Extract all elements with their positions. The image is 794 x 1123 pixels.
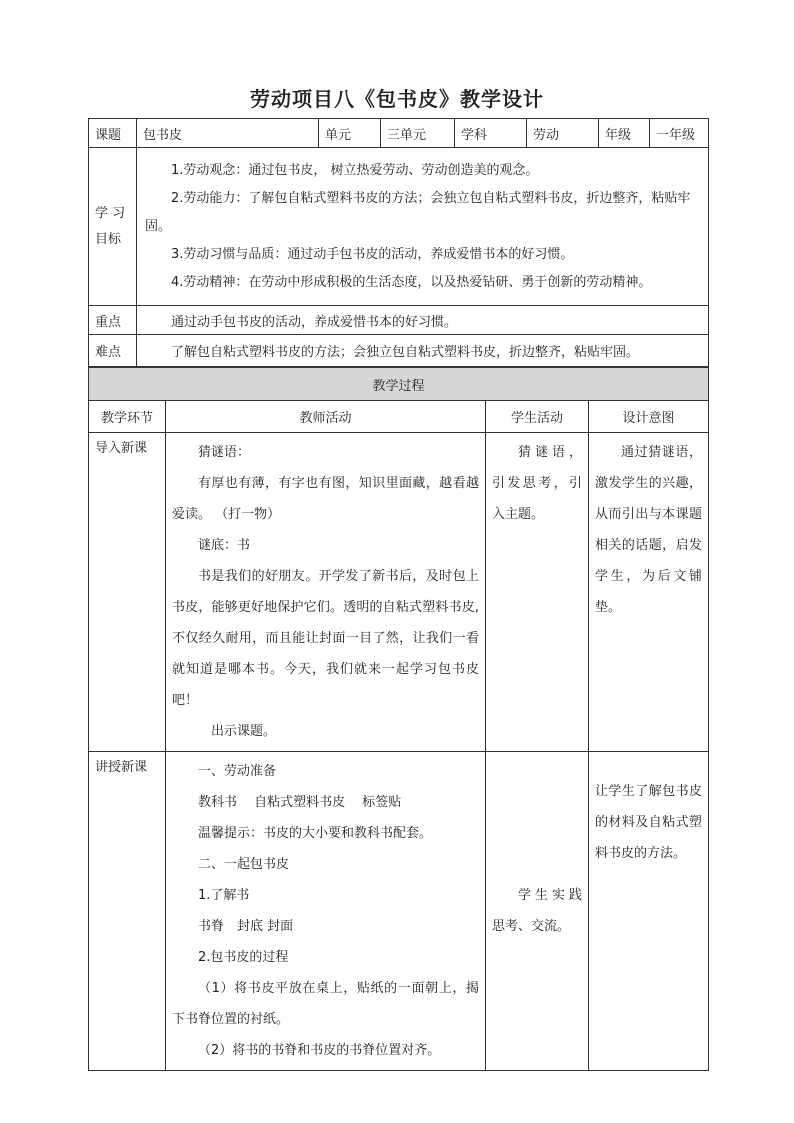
goal-item: 1.劳动观念：通过包书皮， 树立热爱劳动、劳动创造美的观念。 xyxy=(171,162,539,178)
goal-item: 4.劳动精神：在劳动中形成积极的生活态度，以及热爱钻研、勇于创新的劳动精神。 xyxy=(171,274,652,290)
student-text: 学生实践思考、交流。 xyxy=(492,888,582,934)
unit-label: 单元 xyxy=(319,119,381,148)
design-intent xyxy=(589,752,709,1071)
process-row-intro xyxy=(89,433,709,752)
teacher-line: 教科书 自粘式塑料书皮 标签贴 xyxy=(198,795,402,810)
goals-row xyxy=(89,148,709,306)
stage-cell: 讲授新课 xyxy=(89,752,166,1071)
column-header: 学生活动 xyxy=(486,401,589,433)
column-header: 教学环节 xyxy=(89,401,166,433)
column-header: 教师活动 xyxy=(166,401,486,433)
student-activity xyxy=(486,433,589,752)
goal-item: 2.劳动能力：了解包自粘式塑料书皮的方法；会独立包自粘式塑料书皮，折边整齐，粘贴牢固。 xyxy=(145,190,691,234)
goals-label xyxy=(89,148,137,306)
goals-label-line2: 目标 xyxy=(95,231,122,247)
student-activity xyxy=(486,752,589,1071)
teacher-line: 出示课题。 xyxy=(211,724,277,739)
teacher-line: 猜谜语： xyxy=(198,445,251,460)
grade-label: 年级 xyxy=(599,119,650,148)
teacher-line: （1）将书皮平放在桌上，贴纸的一面朝上，揭下书脊位置的衬纸。 xyxy=(172,981,479,1027)
topic-label: 课题 xyxy=(89,119,137,148)
difficulty-row xyxy=(89,335,709,367)
info-row xyxy=(89,119,709,148)
stage-cell: 导入新课 xyxy=(89,433,166,752)
goal-item: 3.劳动习惯与品质：通过动手包书皮的活动，养成爱惜书本的好习惯。 xyxy=(171,246,574,262)
process-row-new xyxy=(89,752,709,1071)
key-row xyxy=(89,306,709,335)
teacher-line: 一、劳动准备 xyxy=(198,764,277,779)
teacher-line: 2.包书皮的过程 xyxy=(198,950,289,965)
document-title: 劳动项目八《包书皮》教学设计 xyxy=(250,87,544,111)
grade-value: 一年级 xyxy=(650,119,709,148)
process-heading-row xyxy=(89,368,709,401)
process-header-row xyxy=(89,401,709,433)
teacher-line: 书是我们的好朋友。开学发了新书后，及时包上书皮，能够更好地保护它们。透明的自粘式塑料书皮,不仅经久耐用，而且能让封面一目了然，让我们一看就知道是哪本书。今天，我们就来一起学习包书皮吧！ xyxy=(172,569,479,708)
goals-label-line1: 学 习 xyxy=(95,205,126,221)
process-heading: 教学过程 xyxy=(89,368,709,401)
teacher-line: 有厚也有薄，有字也有图，知识里面藏，越看越爱读。 （打一物） xyxy=(172,476,479,522)
teacher-line: 二、一起包书皮 xyxy=(198,857,290,872)
teacher-line: 1.了解书 xyxy=(198,888,250,903)
topic-value: 包书皮 xyxy=(137,119,319,148)
column-header: 设计意图 xyxy=(589,401,709,433)
difficulty-label: 难点 xyxy=(89,335,137,367)
key-text: 通过动手包书皮的活动，养成爱惜书本的好习惯。 xyxy=(137,306,709,335)
teacher-activity xyxy=(166,752,486,1071)
intent-text: 让学生了解包书皮的材料及自粘式塑料书皮的方法。 xyxy=(595,784,703,861)
subject-label: 学科 xyxy=(455,119,527,148)
key-label: 重点 xyxy=(89,306,137,335)
lesson-info-table xyxy=(88,118,709,367)
difficulty-text: 了解包自粘式塑料书皮的方法；会独立包自粘式塑料书皮，折边整齐，粘贴牢固。 xyxy=(137,335,709,367)
intent-text: 通过猜谜语，激发学生的兴趣，从而引出与本课题相关的话题，启发学生，为后文铺垫。 xyxy=(595,445,703,615)
goals-content xyxy=(137,148,709,306)
teacher-activity xyxy=(166,433,486,752)
subject-value: 劳动 xyxy=(527,119,599,148)
teacher-line: （2）将书的书脊和书皮的书脊位置对齐。 xyxy=(198,1043,441,1058)
student-text: 猜谜语，引发思考，引入主题。 xyxy=(492,445,582,522)
teacher-line: 温馨提示：书皮的大小要和教科书配套。 xyxy=(198,826,433,841)
teacher-line: 谜底：书 xyxy=(198,538,251,553)
design-intent xyxy=(589,433,709,752)
teaching-process-table xyxy=(88,367,709,1071)
teacher-line: 书脊 封底 封面 xyxy=(198,919,294,934)
unit-value: 三单元 xyxy=(381,119,455,148)
